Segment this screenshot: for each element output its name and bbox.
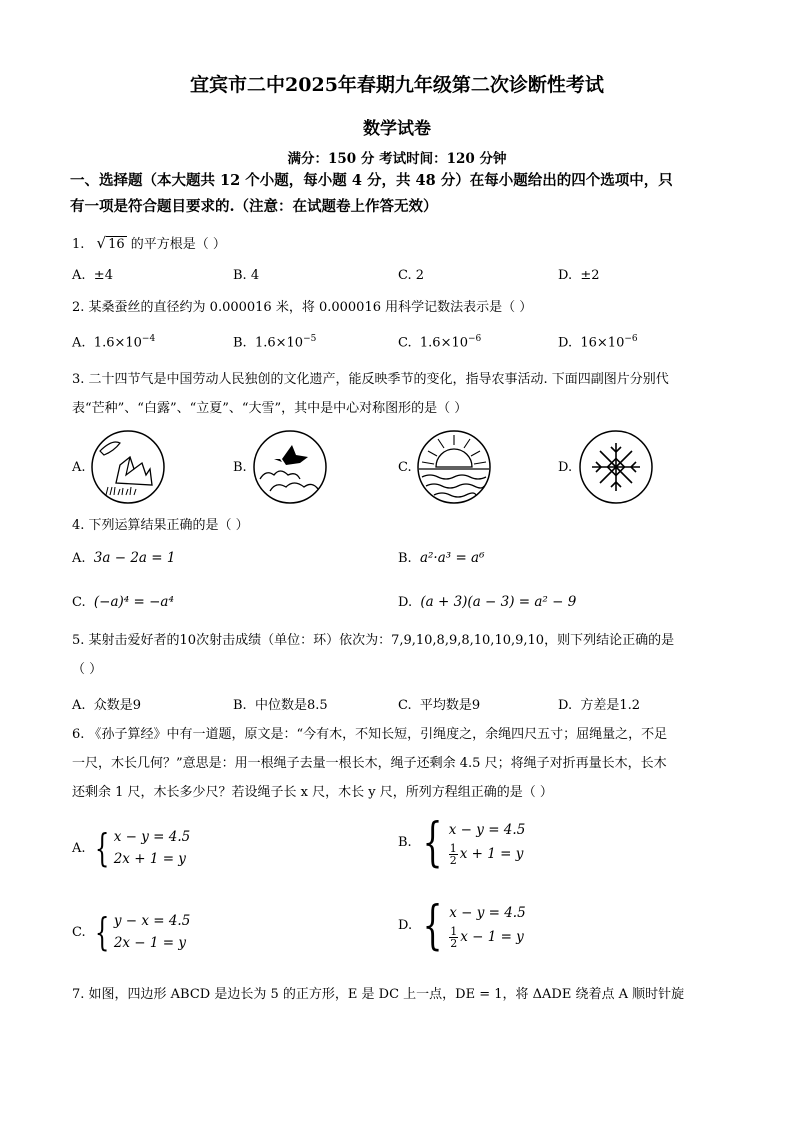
- q5-option-b: B. 中位数是8.5: [233, 698, 328, 713]
- q4-option-a: A. 3a − 2a = 1: [72, 550, 176, 566]
- q4-option-d: D. (a + 3)(a − 3) = a² − 9: [398, 594, 577, 610]
- question-6: [72, 720, 732, 807]
- q2-option-a: A. $1.6\times 10^{-4}$: [72, 334, 156, 351]
- section-heading: [70, 168, 730, 220]
- q5-option-d: D. 方差是1.2: [558, 698, 641, 713]
- q5-option-c: C. 平均数是9: [398, 698, 481, 713]
- question-4: 4. 下列运算结果正确的是（ ）: [72, 518, 249, 533]
- q3-line1: 3. 二十四节气是中国劳动人民独创的文化遗产，能反映季节的变化，指导农事活动. 下面四副图片分别代: [72, 372, 669, 387]
- q2-option-b: B. $1.6\times 10^{-5}$: [233, 334, 317, 351]
- section-heading-line1: 一、选择题（本大题共 12 个小题，每小题 4 分，共 48 分）在每小题给出的四个选项中，只: [70, 172, 673, 189]
- q3-option-c-label: C.: [398, 460, 412, 475]
- question-3: [72, 365, 732, 423]
- q3-option-d-label: D.: [558, 460, 573, 475]
- q3-line2: 表“芒种”、“白露”、“立夏”、“大雪”，其中是中心对称图形的是（ ）: [72, 401, 468, 416]
- lixia-icon: [416, 429, 492, 505]
- exam-meta: 满分：150 分 考试时间：120 分钟: [287, 151, 507, 167]
- question-5: [72, 626, 732, 684]
- q6-option-c: C. { y − x = 4.5 2x − 1 = y: [72, 910, 191, 954]
- q6-option-b: B. { x − y = 4.5 $\frac{1}{2}$ x + 1 = y: [398, 812, 526, 873]
- q1-number: 1.: [72, 237, 85, 252]
- question-1: 1. √ 16 的平方根是（ ）: [72, 234, 226, 252]
- q1-option-d: D. ±2: [558, 268, 600, 283]
- q3-option-b-label: B.: [233, 460, 247, 475]
- question-7: 7. 如图，四边形 ABCD 是边长为 5 的正方形，E 是 DC 上一点，DE = 1，将 ΔADE 绕着点 A 顺时针旋: [72, 987, 685, 1002]
- q1-option-a: A. ±4: [72, 268, 113, 283]
- section-heading-line2: 有一项是符合题目要求的.（注意：在试题卷上作答无效）: [70, 198, 438, 215]
- q3-option-a-label: A.: [72, 460, 86, 475]
- q1-text: 的平方根是（ ）: [130, 237, 226, 252]
- q1-option-c: C. 2: [398, 268, 425, 283]
- q6-option-d: D. { x − y = 4.5 $\frac{1}{2}$ x − 1 = y: [398, 895, 526, 956]
- bailu-icon: [252, 429, 328, 505]
- subject-title: 数学试卷: [363, 119, 431, 139]
- q6-line2: 一尺，木长几何？”意思是：用一根绳子去量一根长木，绳子还剩余 4.5 尺；将绳子对折再量长木，长木: [72, 756, 667, 771]
- q6-line3: 还剩余 1 尺，木长多少尺？若设绳子长 x 尺，木长 y 尺，所列方程组正确的是（ ）: [72, 785, 553, 800]
- mangzhong-icon: [90, 429, 166, 505]
- question-2: 2. 某桑蚕丝的直径约为 0.000016 米，将 0.000016 用科学记数法表示是（ ）: [72, 300, 533, 315]
- daxue-icon: [578, 429, 654, 505]
- q1-radicand: 16: [108, 237, 125, 252]
- q2-option-d: D. $16\times 10^{-6}$: [558, 334, 638, 351]
- q4-option-b: B. a²·a³ = a⁶: [398, 550, 485, 566]
- q5-option-a: A. 众数是9: [72, 698, 142, 713]
- q5-line1: 5. 某射击爱好者的10次射击成绩（单位：环）依次为：7,9,10,8,9,8,10,10,9,10，则下列结论正确的是: [72, 633, 675, 648]
- q4-option-c: C. (−a)⁴ = −a⁴: [72, 594, 174, 610]
- exam-title: 宜宾市二中2025年春期九年级第二次诊断性考试: [190, 74, 604, 96]
- q6-line1: 6. 《孙子算经》中有一道题，原文是：“今有木，不知长短，引绳度之，余绳四尺五寸；屈绳量之，不足: [72, 727, 668, 742]
- q5-line2: （ ）: [72, 662, 103, 677]
- q1-option-b: B. 4: [233, 268, 260, 283]
- q2-option-c: C. $1.6\times 10^{-6}$: [398, 334, 482, 351]
- q6-option-a: A. { x − y = 4.5 2x + 1 = y: [72, 826, 191, 870]
